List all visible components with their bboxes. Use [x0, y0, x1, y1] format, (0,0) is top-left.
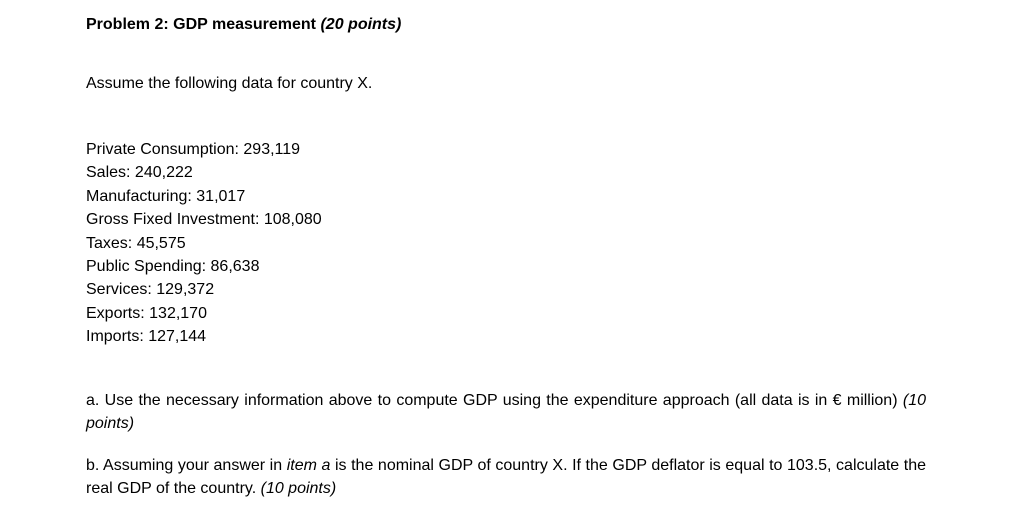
question-a — [86, 389, 926, 435]
data-value: 45,575 — [136, 234, 186, 252]
question-b — [86, 454, 926, 500]
data-value: 132,170 — [149, 304, 207, 322]
data-item: Manufacturing: 31,017 — [86, 187, 246, 205]
data-item: Imports: 127,144 — [86, 328, 207, 346]
question-a-text: a. Use the necessary information above to compute GDP using the expenditure approach (all data is in € million) — [86, 392, 898, 409]
problem-title — [86, 15, 401, 35]
data-item: Private Consumption: 293,119 — [86, 141, 301, 158]
data-label: Taxes — [86, 234, 128, 252]
document-page — [86, 0, 946, 526]
data-item: Gross Fixed Investment: 108,080 — [86, 211, 322, 229]
data-item: Exports: 132,170 — [86, 304, 207, 322]
data-item: Sales: 240,222 — [86, 164, 193, 182]
data-item: Services: 129,372 — [86, 281, 215, 299]
data-item: Public Spending: 86,638 — [86, 258, 260, 276]
intro-text: Assume the following data for country X. — [86, 75, 373, 92]
question-b-points: (10 points) — [260, 480, 337, 497]
data-label: Imports — [86, 328, 140, 346]
data-label: Sales — [86, 164, 127, 182]
question-b-text-after: is the nominal GDP of country X. If the GDP deflator is equal to 103.5, calculate the real GDP of the country. — [86, 457, 927, 497]
question-b-text-before: b. Assuming your answer in — [86, 457, 287, 474]
data-value: 127,144 — [148, 328, 207, 346]
data-value: 86,638 — [210, 258, 260, 276]
data-list — [86, 138, 322, 349]
data-value: 129,372 — [156, 281, 215, 299]
data-label: Public Spending — [86, 258, 202, 276]
question-a-points: (10 points) — [86, 392, 926, 432]
data-value: 240,222 — [134, 164, 193, 182]
data-value: 108,080 — [263, 211, 322, 229]
data-label: Gross Fixed Investment — [86, 211, 255, 229]
data-label: Exports — [86, 304, 141, 322]
data-item: Taxes: 45,575 — [86, 234, 186, 252]
question-b-emphasis: item a — [286, 457, 331, 474]
data-value: 31,017 — [196, 187, 246, 205]
data-label: Private Consumption — [86, 141, 235, 158]
problem-points: (20 points) — [320, 16, 402, 33]
data-label: Services — [86, 281, 148, 299]
problem-title-text: Problem 2: GDP measurement — [86, 16, 317, 33]
data-value: 293,119 — [243, 141, 301, 158]
data-label: Manufacturing — [86, 187, 188, 205]
